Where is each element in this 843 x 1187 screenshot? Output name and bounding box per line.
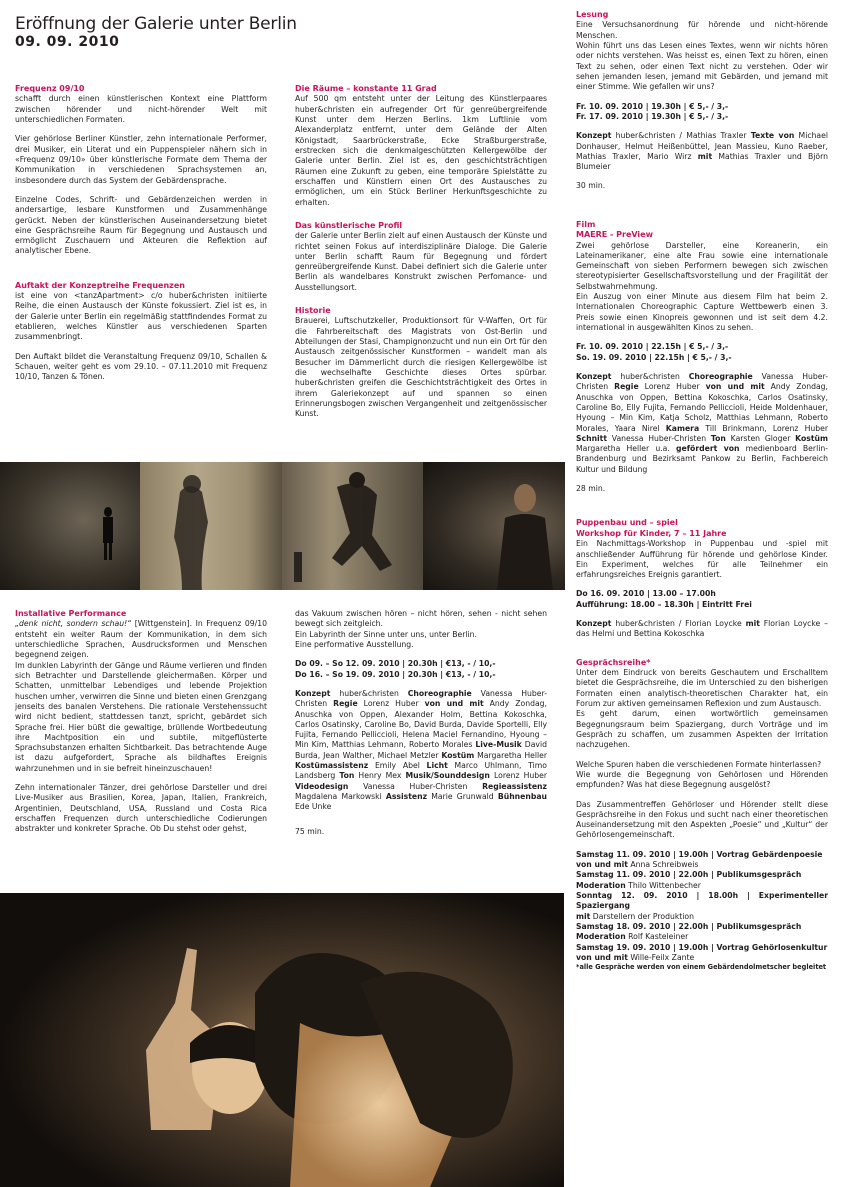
heading-lesung: Lesung xyxy=(576,10,609,19)
event-detail xyxy=(576,932,828,942)
page-header xyxy=(15,14,515,51)
lesung-text: Wohin führt uns das Lesen eines Textes, wenn wir nichts hören oder nichts verstehen. Was heisst es, einen Text zu hören, einen Text zu sehen, oder einen Text nicht zu verstehen. Oder wir sehen jemanden lesen, jemand mit Gebärden, und jemand mit einer Stimme. Wie gefallen wir uns? xyxy=(576,41,828,92)
heading-gespraech: Gesprächsreihe* xyxy=(576,657,651,667)
installative-performers: Zehn internationaler Tänzer, drei gehörlose Darsteller und drei Live-Musiker aus Brasilien, Korea, Japan, Italien, Frankreich, Argentinien, Deutschland, USA, Russland und Costa Rica erschaffen Frequenzen durch unterschiedliche Codierungen abstrakter und konkreter Sprache. Ob Du stehst oder gehst, xyxy=(15,783,267,834)
credit-label: mit xyxy=(745,619,760,629)
credit-value: Andy Zondag, Anuschka von Oppen, Bettina Kokoschka, Carlos Osatinsky, Caroline Bo, Elly Fujita, Fernando Pelliccioli, Heide Moldenhauer, Hyoung – Min Kim, Katja Scholz, Matthias Lehmann, Roberto Morales, Yaara Nirel xyxy=(576,382,828,433)
installative-labyrinth-line: Ein Labyrinth der Sinne unter uns, unter Berlin. xyxy=(295,629,477,639)
frequenz-intro: schafft durch einen künstlerischen Kontext eine Plattform zwischen hörender und nicht-hörender Welt mit unterschiedlichen Formaten. xyxy=(15,94,267,125)
event-value: Darstellern der Produktion xyxy=(590,911,694,921)
credit-value: Emily Abel xyxy=(368,761,427,771)
film-text: Zwei gehörlose Darsteller, eine Koreanerin, ein Lateinamerikaner, eine alte Frau sowie eine internationale Gemeinschaft von sieben Performern bewegen sich zwischen stereotypisierter Gesellschaftsvorstellung und der Fragilität der Selbstwahrnehmung. xyxy=(576,240,828,291)
credit-label: von und mit xyxy=(424,699,484,709)
puppenbau-date-1: Do 16. 09. 2010 | 13.00 – 17.00h xyxy=(576,589,716,599)
puppenbau-credits xyxy=(576,619,828,640)
credit-value: Vanessa Huber-Christen xyxy=(348,781,483,791)
quote-source: [Wittgenstein]. In Frequenz 09/10 entsteht ein weiter Raum der Kommunikation, in dem sich unterschiedliche Sprachen, Ausdrucksformen und Menschen begegnend zeigen. xyxy=(15,619,267,660)
event-value: Thilo Wittenbecher xyxy=(625,880,701,890)
credit-label: Bühnenbau xyxy=(497,792,547,801)
credit-label: Choreographie xyxy=(688,371,753,381)
shadow-silhouette xyxy=(140,462,282,590)
gespraech-question-2: Wie wurde die Begegnung von Gehörlosen und Hörenden empfunden? Was hat diese Begegnung ausgelöst? xyxy=(576,769,828,790)
credit-value: huber&christen / Florian Loycke xyxy=(611,619,746,629)
photo-shadow-figure xyxy=(0,462,140,590)
installative-labyrinth: Im dunklen Labyrinth der Gänge und Räume verlieren und finden sich Betrachter und Darstellende gleichermaßen. Körper und Schatten, unmittelbar Lebendiges und lebende Projektion huschen umher, verwirren die Sinne und bieten einen Grenzgang jenseits des banalen Verstehens. Die rationale Verstehenssucht wird nicht bedient, stattdessen tanzt, spricht, gebärdet sich Sprache frei. Hier büßt die gewaltige, brüllende Wortbedeutung ihre Machtposition ein und subtile, mitgeflüsterte Sprachsubstanzen erhalten Sichtbarkeit. Das betrachtende Auge ist dazu aufgefordert, Sprache als bildhaftes Ereignis wahrzunehmen und in sie befreit hineinzuschauen! xyxy=(15,660,267,773)
credit-label: Regie xyxy=(333,699,358,709)
event-value: Wille-Feilx Zante xyxy=(627,952,695,962)
credit-label: Kamera xyxy=(665,423,700,433)
credit-value: Vanessa Huber-Christen xyxy=(576,371,828,392)
installative-duration: 75 min. xyxy=(295,826,325,836)
event-detail xyxy=(576,912,828,922)
event-label: mit xyxy=(576,911,591,921)
event-value: Rolf Kasteleiner xyxy=(625,932,689,942)
heading-profil: Das künstlerische Profil xyxy=(295,220,403,230)
heading-historie: Historie xyxy=(295,306,331,316)
event-label: Moderation xyxy=(576,880,626,890)
gespraech-question-1: Welche Spuren haben die verschiedenen Formate hinterlassen? xyxy=(576,759,822,769)
page-date: 09. 09. 2010 xyxy=(15,34,120,51)
frequenz-artists: Vier gehörlose Berliner Künstler, zehn internationale Performer, drei Musiker, ein Literat und ein Puppenspieler nähern sich in «Frequenz 09/10» über künstlerische Formate dem Thema der Kommunikation in verschiedenen Sprachsystemen an, insbesondere durch das System der Gebärdensprache. xyxy=(15,134,267,185)
gespraech-goal: Es geht darum, einen wortwörtlich gemeinsamen Begegnungsraum beim Spaziergang, durch Vorträge und im Gespräch zu schaffen, um zusammen Aspekten der Irritation nachzugehen. xyxy=(576,709,828,750)
credit-value: huber&christen / Mathias Traxler xyxy=(611,131,751,141)
credit-value: Ede Unke xyxy=(295,802,332,812)
wittgenstein-quote: „denk nicht, sondern schau!“ xyxy=(15,619,132,629)
lesung-date-1: Fr. 10. 09. 2010 | 19.30h | € 5,- / 3,- xyxy=(576,101,729,111)
event-label: von und mit xyxy=(576,952,628,962)
column-frequenz xyxy=(15,84,267,383)
event-date: Samstag 11. 09. 2010 | 22.00h | Publikumsgespräch xyxy=(576,870,802,880)
credit-value: Vanessa Huber-Christen xyxy=(295,688,547,709)
heading-puppenbau: Puppenbau und – spiel xyxy=(576,518,678,528)
credit-value: Andy Zondag, Anuschka von Oppen, Alexander Holm, Bettina Kokoschka, Carlos Osatinsky, Caroline Bo, David Burda, Davide Sportelli, Elly Fujita, Fernando Pelliccioli, Helena Maciel Fernandino, Hyoung – Min Kim, Matthias Lehmann, Roberto Morales xyxy=(295,699,547,750)
puppenbau-text: Ein Nachmittags-Workshop in Puppenbau und -spiel mit anschließender Aufführung für hörende und gehörlose Kinder. Ein Experiment, welches für alle Teilnehmer ein erfahrungsreiches Ereignis garantiert. xyxy=(576,539,828,580)
auftakt-next: Den Auftakt bildet die Veranstaltung Frequenz 09/10, Schallen & Schauen, weiter geht es vom 29.10. – 07.11.2010 mit Frequenz 10/10, Tanzen & Tönen. xyxy=(15,351,267,382)
credit-label: Konzept xyxy=(576,371,612,381)
heading-auftakt: Auftakt der Konzeptreihe Frequenzen xyxy=(15,280,185,290)
puppenbau-date-2: Aufführung: 18.00 – 18.30h | Eintritt Frei xyxy=(576,599,752,609)
man-figure xyxy=(423,462,565,590)
column-program xyxy=(576,10,828,1180)
heading-workshop: Workshop für Kinder, 7 – 11 Jahre xyxy=(576,528,727,538)
credit-value: Margaretha Heller u.a. xyxy=(576,444,676,454)
credit-label: Ton xyxy=(710,433,726,443)
credit-label: Texte von xyxy=(750,131,795,141)
credit-label: Konzept xyxy=(576,131,612,141)
photo-man-standing xyxy=(423,462,565,590)
photo-dancer-shadow xyxy=(140,462,282,590)
credit-value: Marco Uhlmann, Timo Landsberg xyxy=(295,761,547,781)
historie-text: Brauerei, Luftschutzkeller, Produktionsort für V-Waffen, Ort für die Fahrbereitschaft des Magistrats von Ost-Berlin und Abteilungen der Stasi, Champignonzucht und nun ein Ort für den Austausch zeitgenössischer Kunstformen – wandelt man als Besucher im Dämmerlicht durch die riesigen Kellergewölbe ist die wechselhafte Geschichte dieses Ortes spürbar. huber&christen greifen die Geschichtsträchtigkeit des Ortes in ihrem Galeriekonzept auf und spannen so einen Erinnerungsbogen zwischen Vergangenheit und zeitgenössischer Kunst. xyxy=(295,316,547,419)
photo-leaping-shadow xyxy=(282,462,423,590)
credit-value: medienboard Berlin-Brandenburg und Bezirksamt Pankow zu Berlin, Fachbereich Kultur und Bildung xyxy=(576,444,828,474)
credit-label: von und mit xyxy=(705,382,765,392)
credit-label: Licht xyxy=(426,761,448,771)
heading-film: Film xyxy=(576,219,596,229)
film-award: Ein Auszug von einer Minute aus diesem Film hat beim 2. Internationalen Choreographic Capture Wettbewerb einen 3. Preis sowie einen Kinopreis gewonnen und ist seit dem 4.2. international in ausgewählten Kinos zu sehen. xyxy=(576,292,828,333)
lesung-date-2: Fr. 17. 09. 2010 | 19.30h | € 5,- / 3,- xyxy=(576,111,729,121)
credit-value: Margaretha Heller xyxy=(474,750,547,760)
leap-silhouette xyxy=(282,462,423,590)
gespraech-events xyxy=(576,850,828,972)
lesung-intro: Eine Versuchsanordnung für hörende und nicht-hörende Menschen. xyxy=(576,20,828,40)
column-installative xyxy=(15,609,267,835)
credit-label: Musik/Sounddesign xyxy=(405,771,490,781)
credit-value: Michael Donhauser, Helmut Heißenbüttel, Jean Massieu, Kuno Raeber, Mathias Traxler, Mario Wirz xyxy=(576,131,828,161)
credit-label: Ton xyxy=(339,771,355,781)
credit-label: Konzept xyxy=(576,619,612,629)
heading-raeume: Die Räume – konstante 11 Grad xyxy=(295,84,437,93)
film-duration: 28 min. xyxy=(576,484,606,494)
installative-date-2: Do 16. – So 19. 09. 2010 | 20.30h | €13, - / 10,- xyxy=(295,669,496,679)
installative-exhibition: Eine performative Ausstellung. xyxy=(295,639,414,649)
installative-intro xyxy=(15,619,267,660)
event-detail xyxy=(576,881,828,891)
column-raeume xyxy=(295,84,547,420)
credit-value: Till Brinkmann, Lorenz Huber xyxy=(699,423,828,433)
credit-value: Henry Mex xyxy=(354,771,406,781)
event-date: Samstag 18. 09. 2010 | 22.00h | Publikumsgespräch xyxy=(576,921,802,931)
credit-value: Karsten Gloger xyxy=(725,433,796,443)
credit-value: huber&christen xyxy=(611,371,689,381)
credit-label: Videodesign xyxy=(295,781,349,791)
credit-label: Regie xyxy=(614,382,639,392)
gespraech-intro: Unter dem Eindruck von bereits Geschautem und Erschalltem bietet die Gesprächsreihe, die im Unterschied zu den bisherigen Formaten einen analytisch-theoretischen Charakter hat, ein Forum zur aktiven gemeinsamen Reflexion und zum Austausch. xyxy=(576,668,828,709)
credit-value: huber&christen xyxy=(330,688,408,698)
credit-value: Lorenz Huber xyxy=(489,771,547,781)
event-date: Samstag 19. 09. 2010 | 19.00h | Vortrag Gehörlosenkultur xyxy=(576,942,828,952)
installative-vakuum: das Vakuum zwischen hören – nicht hören, sehen - nicht sehen bewegt sich zeitgleich. xyxy=(295,609,547,629)
heading-film-title: MAERE - PreView xyxy=(576,230,653,240)
heading-frequenz: Frequenz 09/10 xyxy=(15,84,85,93)
credit-label: Kostüm xyxy=(441,750,475,760)
event-date: Sonntag 12. 09. 2010 | 18.00h | Experimenteller Spaziergang xyxy=(576,891,828,911)
credit-label: Schnitt xyxy=(576,433,608,443)
event-detail xyxy=(576,860,828,870)
credit-label: Regieassistenz xyxy=(482,781,547,791)
credit-label: mit xyxy=(697,151,713,161)
event-label: von und mit xyxy=(576,860,628,870)
gespraech-note: *alle Gespräche werden von einem Gebärdendolmetscher begleitet xyxy=(576,963,827,972)
heading-installative: Installative Performance xyxy=(15,609,127,618)
column-installative-cont xyxy=(295,609,547,837)
performers-photo xyxy=(0,893,564,1187)
auftakt-text: ist eine von <tanzApartment> c/o huber&christen initiierte Reihe, die einen Austausch der Künste fokussiert. Ziel ist es, in der Galerie unter Berlin ein regelmäßig stattfindendes Format zu etablieren, welches Künstler aus verschiedenen Sparten zusammenbringt. xyxy=(15,291,267,342)
credit-value: Lorenz Huber xyxy=(638,382,706,392)
credit-value: Mathias Traxler und Björn Blumeier xyxy=(576,151,828,172)
profil-text: der Galerie unter Berlin zielt auf einen Austausch der Künste und richtet seinen Fokus auf interdisziplinäre Dialoge. Die Galerie unter Berlin schafft Raum für Begegnung und fördert genreübergreifende Kunst. Dabei definiert sich die Galerie unter Berlin als wandelbares Konstrukt zwischen Perfomance- und Ausstellungsort. xyxy=(295,231,547,292)
event-label: Moderation xyxy=(576,932,626,942)
credit-value: David Burda, Jean Walther, Michael Metzler xyxy=(295,740,547,760)
event-value: Anna Schreibweis xyxy=(627,860,699,870)
installative-date-1: Do 09. – So 12. 09. 2010 | 20.30h | €13, - / 10,- xyxy=(295,659,496,669)
credit-label: Kostüm xyxy=(795,433,828,443)
page-title: Eröffnung der Galerie unter Berlin xyxy=(15,14,297,34)
lesung-credits xyxy=(576,131,828,172)
credit-label: Live-Musik xyxy=(475,740,522,750)
photo-performers xyxy=(0,893,564,1187)
credit-label: gefördert von xyxy=(675,444,740,454)
credit-label: Choreographie xyxy=(407,688,472,698)
credit-value: Florian Loycke – das Helmi und Bettina Kokoschka xyxy=(576,619,828,639)
film-date-1: Fr. 10. 09. 2010 | 22.15h | € 5,- / 3,- xyxy=(576,342,729,352)
credit-label: Kostümassistenz xyxy=(295,761,369,771)
credit-value: Magdalena Markowski xyxy=(295,792,386,801)
lesung-duration: 30 min. xyxy=(576,181,606,191)
film-credits xyxy=(576,372,828,475)
credit-value: Vanessa Huber-Christen xyxy=(607,433,711,443)
frequenz-codes: Einzelne Codes, Schrift- und Gebärdenzeichen werden in andersartige, lesbare Kunstformen und Zusammenhänge gerückt. Neben der künstlerischen Auseinandersetzung bietet eine Gesprächsreihe Raum für Begegnung und Austausch und ermöglicht Zuschauern und Akteuren die Reflektion auf analytischer Ebene. xyxy=(15,194,267,256)
credit-value: Lorenz Huber xyxy=(357,699,425,709)
event-detail xyxy=(576,953,828,963)
gespraech-focus: Das Zusammentreffen Gehörloser und Hörender stellt diese Gesprächsreihe in den Fokus und sucht nach einer theoretischen Auseinandersetzung mit den Aspekten „Poesie“ und „Kultur“ der Gehörlosengemeinschaft. xyxy=(576,799,828,840)
film-date-2: So. 19. 09. 2010 | 22.15h | € 5,- / 3,- xyxy=(576,352,732,362)
raeume-text: Auf 500 qm entsteht unter der Leitung des Künstlerpaares huber&christen ein aufregender Ort für genreübergreifende Kunst unter dem Herzen Berlins. 1km Luftlinie vom Alexanderplatz entfernt, unter dem Gelände der Alten Königstadt, Saarbrückerstraße, Ecke Straßburgerstraße, erstrecken sich die denkmalgeschützten Kellergewölbe der Galerie unter Berlin. Ziel ist es, den geschichtsträchtigen Räumen eine Zukunft zu geben, eine temporäre Spielstätte zu erschaffen und Künstlern einen Ort des Austausches zu ermöglichen, um ein Stück Berliner Herkunftsgeschichte zu erhalten. xyxy=(295,94,547,207)
credit-value: Marie Grunwald xyxy=(427,792,498,801)
figure-silhouette xyxy=(0,462,140,590)
event-date: Samstag 11. 09. 2010 | 19.00h | Vortrag Gebärdenpoesie xyxy=(576,849,823,859)
credit-label: Assistenz xyxy=(385,792,428,801)
credit-label: Konzept xyxy=(295,688,331,698)
photo-strip xyxy=(0,462,565,590)
installative-credits xyxy=(295,689,547,813)
